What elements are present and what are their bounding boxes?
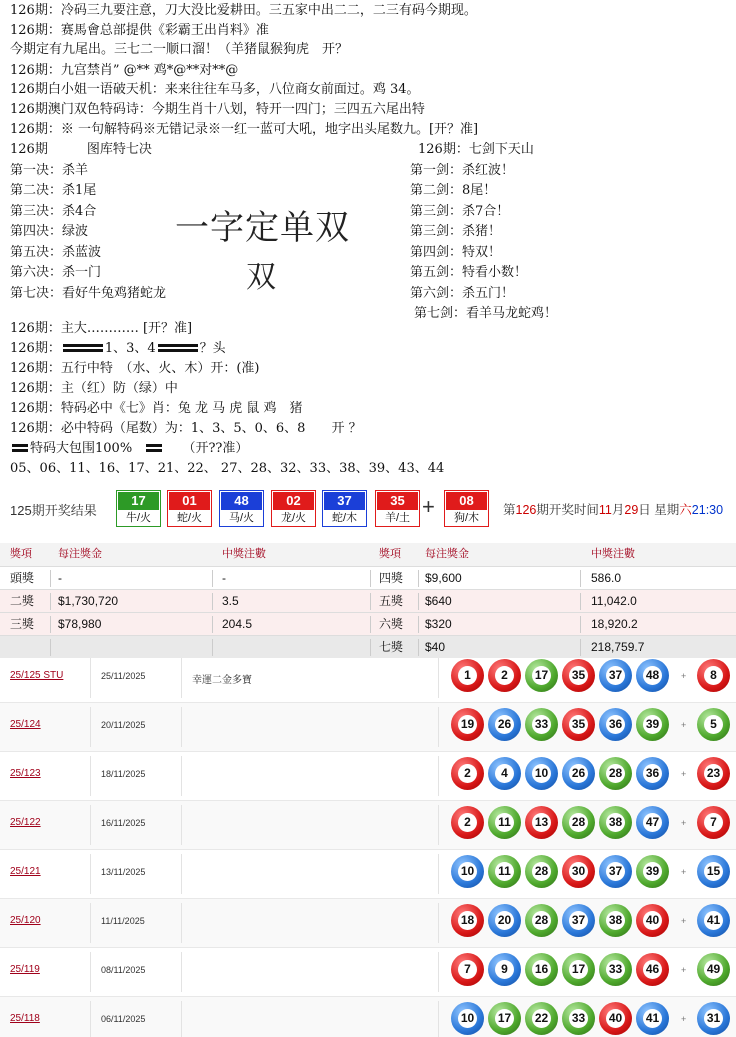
lottery-ball — [636, 953, 669, 986]
result-ball-zodiac: 蛇/火 — [176, 512, 203, 524]
column-divider — [50, 616, 51, 633]
lottery-ball — [488, 904, 521, 937]
ball-number: 5 — [704, 715, 723, 734]
ball-number: 37 — [606, 862, 625, 881]
column-divider — [370, 570, 371, 587]
column-divider — [438, 658, 439, 698]
ball-number: 36 — [643, 764, 662, 783]
column-divider — [370, 593, 371, 610]
result-title: 125期开奖结果 — [10, 503, 97, 518]
ball-number: 39 — [643, 862, 662, 881]
lottery-ball — [562, 659, 595, 692]
ball-number: 35 — [569, 715, 588, 734]
ball-number: 18 — [458, 911, 477, 930]
next-draw-info — [503, 500, 723, 518]
ball-number: 9 — [495, 960, 514, 979]
result-ball-box — [116, 490, 161, 527]
seven-tips-header: 126期 图库特七决 — [10, 142, 152, 157]
result-ball-number: 37 — [324, 492, 365, 510]
tip-line: 126期：※ 一句解特码※无错记录※一红一蓝可大吼，地字出头尾数九。[开？准] — [10, 122, 479, 137]
tip-line: 126期：冷码三九要注意，刀大没比爱耕田。三五家中出二二，二三有码今期现。 — [10, 3, 477, 18]
prize-row — [0, 589, 736, 612]
prize-cell: 三獎 — [10, 617, 35, 631]
next-draw-issue: 126 — [515, 503, 537, 517]
column-header: 中獎注數 — [222, 548, 266, 560]
table-row — [0, 997, 736, 1037]
lottery-ball — [562, 757, 595, 790]
lottery-ball — [599, 953, 632, 986]
tip-item: 第四决：绿波 — [10, 224, 89, 239]
ball-number: 31 — [704, 1009, 723, 1028]
column-divider — [212, 616, 213, 633]
ball-number: 10 — [458, 1009, 477, 1028]
ball-number: 38 — [606, 911, 625, 930]
lottery-ball — [488, 757, 521, 790]
ball-number: 37 — [606, 666, 625, 685]
weekday-label: 日 星期 — [638, 503, 680, 517]
ball-number: 2 — [458, 764, 477, 783]
lottery-ball — [451, 708, 484, 741]
result-ball-box — [271, 490, 316, 527]
column-divider — [90, 707, 91, 747]
lottery-ball — [488, 659, 521, 692]
lottery-ball — [636, 806, 669, 839]
column-divider — [90, 756, 91, 796]
ball-number: 26 — [569, 764, 588, 783]
prize-table-header — [0, 543, 736, 566]
sword-item: 第三剑：杀7合！ — [410, 203, 510, 219]
prize-row — [0, 612, 736, 635]
draw-issue-link[interactable]: 25/120 — [10, 915, 41, 926]
lottery-ball — [697, 708, 730, 741]
tip-line: 126期：赛馬會总部提供《彩霸王出肖料》准 — [10, 23, 269, 38]
draw-date: 13/11/2025 — [101, 867, 146, 877]
result-ball-number: 02 — [273, 492, 314, 510]
seven-swords-header: 126期：七剑下天山 — [418, 142, 534, 157]
sword-item: 第三剑：杀猪！ — [410, 224, 502, 239]
ball-number: 8 — [704, 666, 723, 685]
tip-head — [10, 340, 226, 358]
lottery-ball — [636, 855, 669, 888]
next-draw-label: 期开奖时间 — [536, 503, 599, 517]
lottery-ball — [488, 855, 521, 888]
prize-table — [0, 543, 736, 653]
tip-head-prefix: 126期： — [10, 341, 61, 356]
tip-bag-text: 特码大包围100% — [30, 441, 133, 456]
tips-section — [0, 0, 736, 480]
column-header: 中獎注數 — [591, 548, 635, 560]
lottery-ball — [599, 855, 632, 888]
ball-number: 33 — [569, 1009, 588, 1028]
lottery-ball — [697, 904, 730, 937]
lottery-ball — [562, 904, 595, 937]
sword-item: 第一剑：杀红波！ — [410, 162, 515, 178]
draw-issue-link[interactable]: 25/123 — [10, 768, 41, 779]
tip-wave: 126期：主（红）防（绿）中 — [10, 381, 178, 396]
tip-line: 126期澳门双色特码诗：今期生肖十八划，特开一四门；三四五六尾出特 — [10, 102, 425, 117]
draw-note: 幸運二金多寶 — [192, 675, 252, 686]
tip-item: 第六决：杀一门 — [10, 265, 102, 280]
prize-cell: 586.0 — [591, 571, 622, 585]
draw-date: 20/11/2025 — [101, 720, 146, 730]
lottery-ball — [599, 708, 632, 741]
lottery-ball — [697, 1002, 730, 1035]
ball-number: 23 — [704, 764, 723, 783]
prize-cell: 六獎 — [379, 617, 404, 631]
ball-number: 40 — [643, 911, 662, 930]
table-row — [0, 850, 736, 899]
column-divider — [212, 593, 213, 610]
prize-cell: - — [58, 571, 62, 585]
draw-issue-link[interactable]: 25/122 — [10, 817, 41, 828]
ball-number: 49 — [704, 960, 723, 979]
plus-sign: + — [422, 494, 435, 519]
column-divider — [181, 756, 182, 796]
lottery-ball — [697, 806, 730, 839]
lottery-ball — [636, 659, 669, 692]
sword-item: 第四剑：特双！ — [410, 244, 502, 260]
plus-sign: + — [681, 1014, 687, 1024]
ball-number: 28 — [569, 813, 588, 832]
column-divider — [438, 756, 439, 796]
lottery-ball — [525, 806, 558, 839]
sword-item: 第五剑：特看小数！ — [410, 265, 528, 280]
column-divider — [580, 570, 581, 587]
column-divider — [181, 707, 182, 747]
ball-number: 13 — [532, 813, 551, 832]
ball-number: 19 — [458, 715, 477, 734]
ball-number: 37 — [569, 911, 588, 930]
column-divider — [181, 1001, 182, 1037]
bar-decoration — [63, 344, 103, 353]
lottery-ball — [525, 1002, 558, 1035]
prize-row — [0, 566, 736, 589]
column-divider — [90, 658, 91, 698]
draw-issue-link[interactable]: 25/121 — [10, 866, 41, 877]
column-divider — [90, 903, 91, 943]
tip-head-numbers: 1、3、4 — [104, 341, 156, 356]
tip-bag — [10, 440, 248, 458]
column-divider — [438, 707, 439, 747]
ball-number: 47 — [643, 813, 662, 832]
tip-head-suffix: ？头 — [199, 341, 226, 356]
column-header: 獎項 — [379, 548, 401, 560]
draw-history — [0, 654, 736, 1037]
column-divider — [580, 593, 581, 610]
prize-cell: $320 — [425, 617, 452, 631]
result-ball-zodiac: 马/火 — [228, 512, 255, 524]
ball-number: 15 — [704, 862, 723, 881]
next-draw-day: 29 — [624, 503, 639, 517]
ball-number: 38 — [606, 813, 625, 832]
column-divider — [438, 1001, 439, 1037]
ball-number: 33 — [606, 960, 625, 979]
prize-cell: 3.5 — [222, 594, 239, 608]
lottery-ball — [451, 757, 484, 790]
column-divider — [212, 570, 213, 587]
table-row — [0, 801, 736, 850]
prize-cell: 11,042.0 — [591, 594, 637, 608]
ball-number: 20 — [495, 911, 514, 930]
ball-number: 26 — [495, 715, 514, 734]
lottery-ball — [525, 855, 558, 888]
result-ball-zodiac: 狗/木 — [453, 512, 480, 524]
column-divider — [181, 903, 182, 943]
ball-number: 22 — [532, 1009, 551, 1028]
tip-zodiac: 126期：特码必中《七》肖：兔 龙 马 虎 鼠 鸡 猪 — [10, 401, 303, 416]
result-ball-box — [322, 490, 367, 527]
result-ball-box — [167, 490, 212, 527]
lottery-ball — [488, 953, 521, 986]
column-header: 每注獎金 — [58, 548, 102, 560]
column-divider — [418, 593, 419, 610]
plus-sign: + — [681, 867, 687, 877]
tip-item: 第五决：杀蓝波 — [10, 244, 102, 260]
ball-number: 46 — [643, 960, 662, 979]
lottery-ball — [562, 708, 595, 741]
tip-item: 第七决：看好牛兔鸡猪蛇龙 — [10, 285, 167, 301]
lottery-ball — [562, 953, 595, 986]
result-ball-number: 01 — [169, 492, 210, 510]
bar-decoration — [158, 344, 198, 353]
lottery-ball — [562, 1002, 595, 1035]
column-divider — [181, 805, 182, 845]
lottery-ball — [562, 806, 595, 839]
prize-cell: 四獎 — [379, 571, 404, 585]
numbers-list: 05、06、11、16、17、21、22、 27、28、32、33、38、39、43、44 — [10, 461, 445, 476]
lottery-ball — [599, 757, 632, 790]
ball-number: 17 — [495, 1009, 514, 1028]
ball-number: 33 — [532, 715, 551, 734]
draw-date: 18/11/2025 — [101, 769, 146, 779]
ball-number: 48 — [643, 666, 662, 685]
column-divider — [438, 903, 439, 943]
draw-date: 08/11/2025 — [101, 965, 146, 975]
lottery-ball — [525, 708, 558, 741]
lottery-ball — [697, 757, 730, 790]
lottery-ball — [451, 904, 484, 937]
ball-number: 10 — [458, 862, 477, 881]
lottery-ball — [599, 806, 632, 839]
lottery-ball — [525, 953, 558, 986]
next-draw-prefix: 第 — [503, 503, 516, 517]
column-divider — [438, 805, 439, 845]
lottery-ball — [451, 855, 484, 888]
plus-sign: + — [681, 916, 687, 926]
draw-date: 25/11/2025 — [101, 671, 146, 681]
tip-line: 126期：九宫禁肖” @** 鸡*@**对**@ — [10, 63, 239, 78]
lottery-ball — [488, 708, 521, 741]
draw-issue-link[interactable]: 25/125 STU — [10, 670, 64, 681]
lottery-ball — [599, 1002, 632, 1035]
ball-number: 17 — [569, 960, 588, 979]
result-ball-number: 17 — [118, 492, 159, 510]
table-row — [0, 948, 736, 997]
plus-sign: + — [681, 965, 687, 975]
ball-number: 7 — [458, 960, 477, 979]
column-divider — [181, 658, 182, 698]
tip-line: 今期定有九尾出。三七二一顺口溜！（羊猪鼠猴狗虎 开？ — [10, 42, 349, 57]
lottery-ball — [636, 1002, 669, 1035]
handwritten-title: 一字定单双 — [175, 208, 350, 248]
prize-cell: 七獎 — [379, 640, 404, 654]
seven-swords-column — [410, 140, 730, 325]
column-divider — [90, 1001, 91, 1037]
result-ball-box — [219, 490, 264, 527]
ball-number: 39 — [643, 715, 662, 734]
plus-sign: + — [681, 720, 687, 730]
ball-number: 10 — [532, 764, 551, 783]
sword-item: 第七剑：看羊马龙蛇鸡！ — [414, 306, 558, 321]
ball-number: 40 — [606, 1009, 625, 1028]
ball-number: 7 — [704, 813, 723, 832]
table-row — [0, 899, 736, 948]
tip-item: 第三决：杀4合 — [10, 203, 97, 219]
ball-number: 28 — [606, 764, 625, 783]
plus-sign: + — [681, 671, 687, 681]
lottery-ball — [488, 806, 521, 839]
lottery-ball — [599, 904, 632, 937]
prize-cell: 218,759.7 — [591, 640, 645, 654]
lottery-ball — [488, 1002, 521, 1035]
lottery-ball — [525, 659, 558, 692]
tip-item: 第二决：杀1尾 — [10, 183, 97, 198]
month-unit: 月 — [611, 503, 625, 517]
ball-number: 4 — [495, 764, 514, 783]
lottery-ball — [451, 953, 484, 986]
bar-decoration — [146, 444, 162, 453]
prize-cell: $40 — [425, 640, 446, 654]
prize-cell: 五獎 — [379, 594, 404, 608]
last-result-strip — [0, 484, 736, 532]
ball-number: 28 — [532, 911, 551, 930]
prize-cell: $1,730,720 — [58, 594, 119, 608]
result-ball-box — [444, 490, 489, 527]
sword-item: 第六剑：杀五门！ — [410, 285, 515, 301]
handwritten-answer: 双 — [246, 260, 276, 295]
column-divider — [370, 616, 371, 633]
column-divider — [50, 570, 51, 587]
column-divider — [181, 854, 182, 894]
draw-date: 06/11/2025 — [101, 1014, 146, 1024]
ball-number: 36 — [606, 715, 625, 734]
lottery-ball — [636, 904, 669, 937]
lottery-ball — [525, 904, 558, 937]
tip-item: 第一决：杀羊 — [10, 162, 89, 178]
ball-number: 30 — [569, 862, 588, 881]
prize-cell: 18,920.2 — [591, 617, 638, 631]
prize-cell: 頭獎 — [10, 571, 35, 585]
result-ball-zodiac: 龙/火 — [280, 512, 307, 524]
prize-cell: 二獎 — [10, 594, 35, 608]
column-divider — [438, 854, 439, 894]
result-ball-box — [375, 490, 420, 527]
column-divider — [418, 616, 419, 633]
draw-date: 16/11/2025 — [101, 818, 146, 828]
table-row — [0, 654, 736, 703]
next-draw-time: 21:30 — [691, 503, 724, 517]
result-ball-zodiac: 牛/火 — [125, 512, 152, 524]
column-divider — [90, 854, 91, 894]
ball-number: 17 — [532, 666, 551, 685]
column-divider — [50, 593, 51, 610]
tip-wuxing: 126期：五行中特 （水、火、木）开：(准) — [10, 361, 260, 376]
tip-bag-suffix: （开??准） — [182, 441, 249, 456]
draw-issue-link[interactable]: 25/119 — [10, 964, 40, 975]
column-divider — [580, 616, 581, 633]
lottery-ball — [451, 659, 484, 692]
lottery-ball — [451, 1002, 484, 1035]
ball-number: 1 — [458, 666, 477, 685]
lottery-ball — [697, 659, 730, 692]
table-row — [0, 703, 736, 752]
prize-cell: - — [222, 571, 226, 585]
ball-number: 41 — [704, 911, 723, 930]
tip-tail: 126期：必中特码（尾数）为：1、3、5、0、6、8 开 ？ — [10, 421, 362, 436]
ball-number: 11 — [495, 862, 514, 881]
lottery-ball — [599, 659, 632, 692]
column-divider — [438, 952, 439, 992]
ball-number: 2 — [458, 813, 477, 832]
ball-number: 16 — [532, 960, 551, 979]
result-ball-zodiac: 蛇/木 — [331, 512, 358, 524]
draw-date: 11/11/2025 — [101, 916, 145, 926]
ball-number: 2 — [495, 666, 514, 685]
prize-cell: $640 — [425, 594, 452, 608]
table-row — [0, 752, 736, 801]
ball-number: 41 — [643, 1009, 662, 1028]
ball-number: 11 — [495, 813, 514, 832]
lottery-ball — [636, 708, 669, 741]
lottery-ball — [697, 953, 730, 986]
lottery-ball — [562, 855, 595, 888]
column-divider — [90, 805, 91, 845]
column-divider — [90, 952, 91, 992]
result-ball-number: 48 — [221, 492, 262, 510]
lottery-ball — [525, 757, 558, 790]
result-ball-number: 35 — [377, 492, 418, 510]
draw-issue-link[interactable]: 25/118 — [10, 1013, 40, 1024]
sword-item: 第二剑：8尾！ — [410, 183, 497, 198]
lottery-ball — [451, 806, 484, 839]
column-header: 獎項 — [10, 548, 32, 560]
result-ball-zodiac: 羊/土 — [384, 512, 411, 524]
ball-number: 28 — [532, 862, 551, 881]
tip-line: 126期白小姐一语破天机：来来往往车马多，八位商女前面过。鸡 34。 — [10, 82, 420, 97]
prize-cell: $78,980 — [58, 617, 102, 631]
lottery-ball — [636, 757, 669, 790]
tip-main: 126期：主大………… [开？准] — [10, 321, 193, 336]
column-divider — [418, 570, 419, 587]
lottery-ball — [697, 855, 730, 888]
next-draw-weekday: 六 — [679, 503, 692, 517]
draw-issue-link[interactable]: 25/124 — [10, 719, 41, 730]
bar-decoration — [12, 444, 28, 453]
plus-sign: + — [681, 818, 687, 828]
next-draw-month: 11 — [598, 503, 612, 517]
ball-number: 35 — [569, 666, 588, 685]
result-ball-number: 08 — [446, 492, 487, 510]
column-divider — [181, 952, 182, 992]
prize-cell: $9,600 — [425, 571, 462, 585]
column-header: 每注獎金 — [425, 548, 469, 560]
prize-cell: 204.5 — [222, 617, 253, 631]
plus-sign: + — [681, 769, 687, 779]
